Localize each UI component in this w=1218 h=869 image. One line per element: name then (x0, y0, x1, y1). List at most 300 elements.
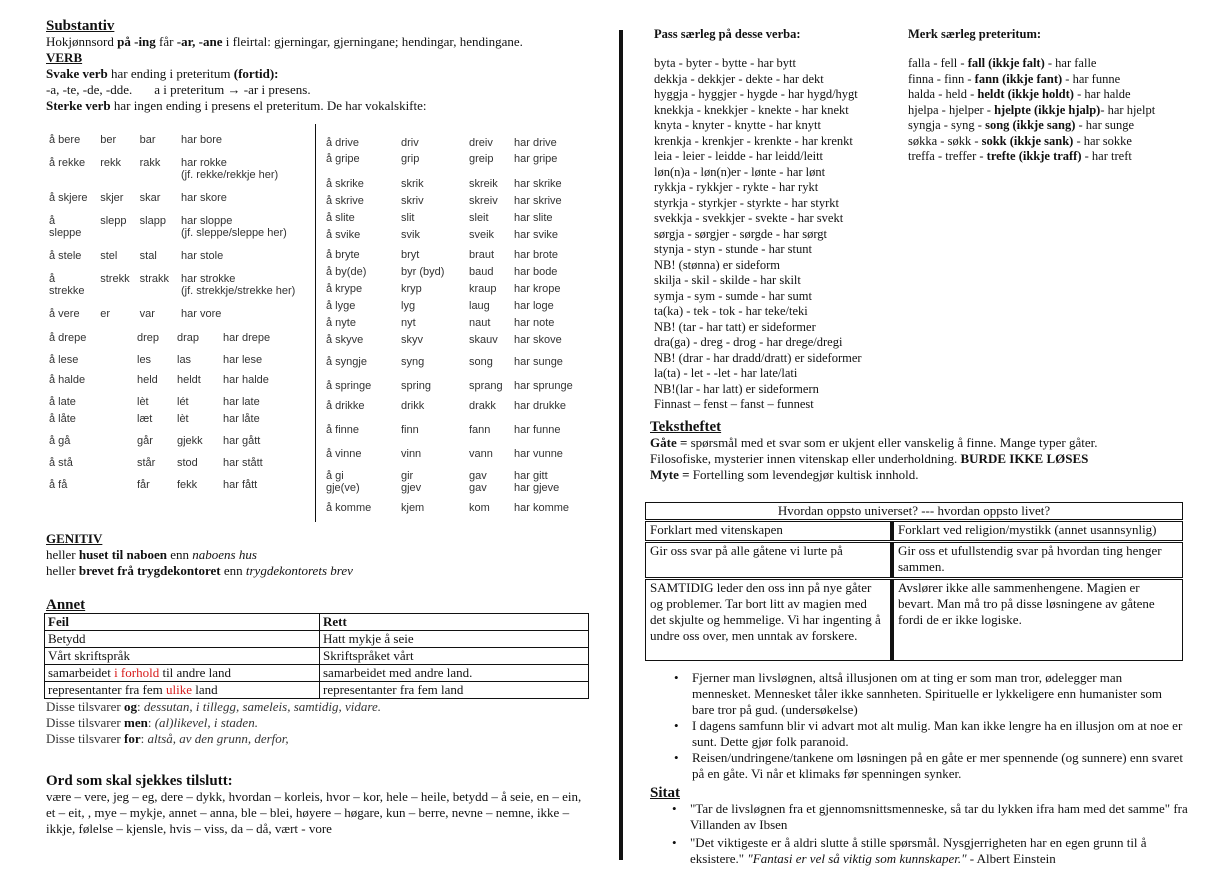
pass-item: hyggja - hyggjer - hygde - har hygd/hygt (654, 87, 858, 101)
verb-cell: å drepe (49, 332, 87, 344)
verb-cell: å bryte (326, 249, 360, 261)
verb-cell: å vere (49, 308, 80, 320)
verb-cell: har krope (514, 283, 561, 295)
text-bold: Gåte = (650, 435, 688, 450)
verb-cell: å skrike (326, 178, 364, 190)
verb-cell: har sunge (514, 356, 563, 368)
universe-cell-right: Forklart ved religion/mystikk (annet usannsynlig) (893, 521, 1183, 541)
verb-table-c (326, 137, 606, 522)
verb-cell: var (139, 308, 155, 320)
verb-cell: kraup (469, 283, 497, 295)
text-italic: naboens hus (192, 547, 257, 562)
verb-cell: drep (137, 332, 160, 344)
table-cell (45, 631, 320, 648)
verb-row (49, 215, 314, 250)
text: i fleirtal: gjerningar, gjerningane; hendingar, hendingane. (222, 34, 523, 49)
text-italic: (al)likevel, i staden. (154, 715, 258, 730)
text: til andre land (159, 665, 232, 680)
verb-cell: slit (401, 212, 415, 224)
verb-row (326, 249, 606, 266)
table-cell (45, 665, 320, 682)
verb-cell: strakk (139, 273, 169, 285)
merk-list (908, 56, 1208, 165)
text: : (147, 715, 155, 730)
verb-cell: å nyte (326, 317, 356, 329)
text: land (192, 682, 218, 697)
verb-row (49, 308, 314, 331)
verb-cell: å gå (49, 435, 71, 447)
myte-line (650, 467, 1210, 483)
verb-cell: lèt (137, 396, 149, 408)
verb-cell: har strokke (jf. strekkje/strekke her) (181, 273, 296, 297)
substantiv-line (46, 34, 606, 50)
verb-cell: bar (139, 134, 156, 146)
text: har ingen ending i presens el preteritum. De har vokalskifte: (110, 98, 427, 113)
verb-row (326, 137, 606, 153)
table-row (45, 648, 589, 665)
verb-cell: å stå (49, 457, 73, 469)
text: syngja - syng - (908, 118, 986, 132)
text-bold: sokk (ikkje sank) (981, 133, 1074, 148)
verb-row (326, 424, 606, 448)
verb-cell: skriv (401, 195, 424, 207)
verb-cell: har sloppe (jf. sleppe/sleppe her) (181, 215, 287, 239)
sitat-heading: Sitat (650, 785, 680, 801)
verb-row (49, 374, 314, 396)
verb-row (326, 317, 606, 334)
verb-cell: skjer (100, 192, 124, 204)
verb-row (326, 195, 606, 212)
verb-cell: har halde (223, 374, 269, 386)
verb-cell: å sleppe (49, 215, 82, 239)
verb-cell: rekk (100, 157, 122, 169)
text: - har sunge (1075, 118, 1135, 132)
verb-cell: å drikke (326, 400, 365, 412)
verb-cell: har loge (514, 300, 554, 312)
verb-row (49, 192, 314, 215)
pass-item: krenkja - krenkjer - krenkte - har krenkt (654, 133, 853, 148)
verb-cell: strekk (100, 273, 130, 285)
verb-cell: å rekke (49, 157, 86, 169)
verb-row (326, 300, 606, 317)
pass-heading: Pass særleg på desse verba: (654, 27, 801, 41)
verb-cell: stel (100, 250, 118, 262)
verb-cell: ber (100, 134, 117, 146)
verb-row (49, 354, 314, 374)
table-row (45, 665, 589, 682)
text: samarbeidet med andre land. (323, 665, 473, 680)
verb-cell: driv (401, 137, 419, 149)
text: enn (220, 563, 246, 578)
verb-row (49, 157, 314, 192)
text: heller (46, 563, 79, 578)
tilsvarer-list (46, 699, 606, 747)
verb-cell: naut (469, 317, 491, 329)
quote-list (672, 801, 1190, 867)
verb-cell: held (137, 374, 158, 386)
verb-cell: å slite (326, 212, 355, 224)
pass-item: knyta - knyter - knytte - har knytt (654, 118, 821, 132)
verb-cell: baud (469, 266, 494, 278)
verb-cell: greip (469, 153, 494, 165)
verb-cell: gav gav (469, 470, 487, 494)
verb-cell: å gripe (326, 153, 360, 165)
verb-cell: skreik (469, 178, 498, 190)
text: Betydd (48, 631, 86, 646)
text: treffa - treffer - (908, 149, 987, 163)
verb-cell: lèt (177, 413, 189, 425)
verb-cell: drap (177, 332, 200, 344)
verb-cell: sprang (469, 380, 503, 392)
verb-cell: har stått (223, 457, 263, 469)
text: falla - fell - (908, 56, 968, 70)
substantiv-heading: Substantiv (46, 18, 115, 34)
merk-item (908, 72, 1208, 88)
verb-cell: har lese (223, 354, 263, 366)
verb-cell: å bere (49, 134, 81, 146)
tilsvarer-line (46, 731, 606, 747)
text: finna - finn - (908, 71, 975, 86)
verb-cell: har fått (223, 479, 258, 491)
verb-cell: står (137, 457, 156, 469)
pass-item: symja - sym - sumde - har sumt (654, 288, 812, 303)
text: Hatt mykje å seie (323, 631, 414, 646)
text: samarbeidet (48, 665, 115, 680)
verb-cell: har drukke (514, 400, 566, 412)
verb-cell: har sprunge (514, 380, 573, 392)
table-cell (320, 648, 589, 665)
verb-row (326, 283, 606, 300)
verb-row (49, 332, 314, 354)
universe-row (645, 579, 1183, 661)
verb-cell: har slite (514, 212, 553, 224)
universe-title: Hvordan oppsto universet? --- hvordan oppsto livet? (645, 502, 1183, 520)
verb-cell: har bode (514, 266, 558, 278)
text: : (140, 731, 148, 746)
verb-cell: å lyge (326, 300, 356, 312)
verb-cell: har drepe (223, 332, 271, 344)
text-bold: fann (ikkje fant) (974, 71, 1063, 86)
text-italic: "Fantasi er vel så viktig som kunnskaper." (747, 851, 967, 866)
verb-cell: sleit (469, 212, 489, 224)
verb-cell: å drive (326, 137, 360, 149)
verb-cell: vann (469, 448, 493, 460)
text-bold: brevet frå trygdekontoret (78, 563, 221, 578)
verb-cell: byr (byd) (401, 266, 445, 278)
verb-row (326, 229, 606, 249)
text: søkka - søkk - (908, 133, 982, 148)
pass-section (654, 26, 904, 413)
verb-cell: spring (401, 380, 431, 392)
verb-cell: finn (401, 424, 419, 436)
text-bold: huset til naboen (78, 547, 167, 562)
verb-divider (315, 124, 316, 522)
text-bold: Svake verb (46, 66, 108, 81)
verb-cell: les (137, 354, 152, 366)
verb-row (49, 457, 314, 479)
verb-cell: har brote (514, 249, 559, 261)
genitiv-example-1 (46, 547, 606, 563)
verb-cell: å krype (326, 283, 363, 295)
text-red: ulike (166, 682, 193, 697)
verb-table-a (49, 134, 314, 331)
text: - har sokke (1073, 133, 1132, 148)
svake-endings (46, 82, 606, 98)
bullet-section (674, 670, 1184, 782)
col-header-feil: Feil (45, 614, 320, 631)
verb-cell: stal (139, 250, 157, 262)
text-bold: (fortid): (233, 66, 279, 81)
verb-cell: fekk (177, 479, 198, 491)
verb-cell: å gi gje(ve) (326, 470, 360, 494)
merk-item (908, 103, 1208, 119)
page-divider (619, 30, 623, 860)
verb-cell: har bore (181, 134, 222, 146)
verb-cell: å komme (326, 502, 372, 514)
text-bold: fall (ikkje falt) (967, 56, 1045, 70)
pass-item: NB! (stønna) er sideform (654, 257, 781, 272)
text: representanter fra fem (48, 682, 167, 697)
text: Vårt skriftspråk (48, 648, 130, 663)
bullet-item: • I dagens samfunn blir vi advart mot alt mulig. Man kan ikke lengre ha en illusjon om at noe er sunt. Dette gjør folk paranoid. (674, 718, 1184, 750)
tilsvarer-line (46, 715, 606, 731)
text: - har halde (1073, 87, 1131, 101)
verb-cell: lyg (401, 300, 416, 312)
verb-cell: å halde (49, 374, 86, 386)
tilsvarer-line (46, 699, 606, 715)
text: Disse tilsvarer (46, 731, 124, 746)
verb-cell: syng (401, 356, 425, 368)
verb-cell: å skjere (49, 192, 88, 204)
annet-table (44, 613, 589, 699)
verb-cell: å by(de) (326, 266, 367, 278)
text: - har funne (1062, 71, 1121, 86)
verb-cell: bryt (401, 249, 420, 261)
ord-heading: Ord som skal sjekkes tilslutt: (46, 773, 233, 789)
merk-item (908, 118, 1208, 134)
verb-cell: stod (177, 457, 198, 469)
verb-cell: har skore (181, 192, 227, 204)
col-header-rett: Rett (320, 614, 589, 631)
pass-item: NB! (tar - har tatt) er sideformer (654, 319, 816, 334)
text: representanter fra fem land (323, 682, 464, 697)
verb-cell: har gitt har gjeve (514, 470, 560, 494)
verb-cell: har note (514, 317, 555, 329)
universe-cell-right: Avslører ikke alle sammenhengene. Magien er bevart. Man må tro på disse løsningene av gåtene fordi de er ikke logiske. (893, 579, 1183, 661)
pass-item: rykkja - rykkjer - rykte - har rykt (654, 180, 819, 194)
table-cell (320, 682, 589, 699)
text: Filosofiske, mysterier innen vitenskap eller underholdning. (650, 451, 961, 466)
universe-cell-right: Gir oss et ufullstendig svar på hvordan ting henger sammen. (893, 542, 1183, 578)
pass-item: dekkja - dekkjer - dekte - har dekt (654, 71, 824, 86)
pass-item: stynja - styn - stunde - har stunt (654, 242, 812, 256)
bullet-item: • Reisen/undringene/tankene om løsningen på en gåte er mer spennende (og sunnere) enn svaret på en gåte. Vi når et klimaks før spenningen synker. (674, 750, 1184, 782)
text-italic: altså, av den grunn, derfor, (147, 731, 289, 746)
verb-cell: har vunne (514, 448, 563, 460)
tekst-section (650, 419, 1210, 483)
verb-cell: å syngje (326, 356, 367, 368)
text-bold: hjelpte (ikkje hjalp) (994, 102, 1101, 117)
universe-row (645, 521, 1183, 541)
text: - har hjelpt (1100, 102, 1156, 117)
pass-item: la(ta) - let - -let - har late/lati (654, 366, 798, 380)
quote-2 (672, 835, 1190, 867)
text-bold: men (123, 715, 148, 730)
verb-cell: har skrive (514, 195, 562, 207)
text: -a, -te, -de, -dde. (46, 82, 133, 97)
verb-cell: har vore (181, 308, 222, 320)
filo-line (650, 451, 1210, 467)
verb-cell: å finne (326, 424, 360, 436)
verb-row (326, 470, 606, 502)
verb-row (49, 250, 314, 273)
verb-cell: skreiv (469, 195, 498, 207)
verb-cell: lét (177, 396, 189, 408)
verb-cell: skrik (401, 178, 424, 190)
text: enn (166, 547, 193, 562)
verb-cell: har gått (223, 435, 261, 447)
text: har ending i preteritum (107, 66, 234, 81)
genitiv-section (46, 531, 606, 579)
verb-cell: å vinne (326, 448, 362, 460)
verb-cell: fann (469, 424, 491, 436)
verb-table-b (49, 332, 314, 501)
annet-heading: Annet (46, 597, 86, 613)
text: - Albert Einstein (966, 851, 1056, 866)
verb-row (326, 400, 606, 424)
verb-cell: heldt (177, 374, 201, 386)
verb-cell: kom (469, 502, 490, 514)
text: halda - held - (908, 87, 978, 101)
verb-row (326, 212, 606, 229)
verb-row (326, 266, 606, 283)
verb-cell: drikk (401, 400, 425, 412)
universe-rows (645, 521, 1183, 661)
table-row (45, 682, 589, 699)
genitiv-heading: GENITIV (46, 531, 103, 546)
verb-cell: skauv (469, 334, 498, 346)
merk-item (908, 134, 1208, 150)
verb-cell: sveik (469, 229, 495, 241)
universe-table (645, 502, 1183, 661)
tekst-heading: Tekstheftet (650, 419, 722, 435)
merk-heading: Merk særleg preteritum: (908, 27, 1042, 41)
ord-text: være – vere, jeg – eg, dere – dykk, hvordan – korleis, hvor – kor, hele – heile, betydd – å seie, en – ein, et – eit, , mye – mykje, annet – anna, ble – blei, høyere – høgare, kun – berre, nevne – nemne, ikke – ikkje, følelse – kjensle, hvis – viss, da – då, vært - vore (46, 789, 582, 836)
pass-item: sørgja - sørgjer - sørgde - har sørgt (654, 226, 828, 241)
ord-section (46, 773, 591, 837)
verb-cell: å strekke (49, 273, 85, 297)
verb-cell: å stele (49, 250, 82, 262)
verb-cell: kryp (401, 283, 422, 295)
pass-item: skilja - skil - skilde - har skilt (654, 273, 801, 287)
svake-line (46, 66, 606, 82)
text: Fortelling som levendegjør kultisk innhold. (689, 467, 919, 482)
genitiv-example-2 (46, 563, 606, 579)
annet-header-row (45, 614, 589, 631)
pass-item: NB! (drar - har dradd/dratt) er sideformer (654, 350, 862, 365)
verb-cell: skar (139, 192, 161, 204)
verb-cell: slepp (100, 215, 127, 227)
verb-cell: las (177, 354, 192, 366)
universe-cell-left: Gir oss svar på alle gåtene vi lurte på (645, 542, 893, 578)
table-row (45, 631, 589, 648)
verb-cell: å skrive (326, 195, 364, 207)
verb-cell: song (469, 356, 493, 368)
pass-item: dra(ga) - dreg - drog - har drege/dregi (654, 335, 843, 349)
text: Disse tilsvarer (46, 699, 124, 714)
text: heller (46, 547, 79, 562)
pass-item: løn(n)a - løn(n)er - lønte - har lønt (654, 164, 826, 179)
verb-cell: slapp (139, 215, 166, 227)
verb-cell: drakk (469, 400, 496, 412)
text-bold: på -ing (117, 34, 156, 49)
verb-cell: kjem (401, 502, 425, 514)
verb-cell: har komme (514, 502, 570, 514)
verb-cell: braut (469, 249, 495, 261)
verb-row (49, 134, 314, 157)
text: a i preteritum → -ar i presens. (154, 82, 311, 97)
verb-cell: vinn (401, 448, 422, 460)
pass-item: NB!(lar - har latt) er sideformern (654, 381, 819, 396)
table-cell (45, 648, 320, 665)
verb-row (326, 153, 606, 178)
verb-cell: grip (401, 153, 420, 165)
text-bold: BURDE IKKE LØSES (960, 451, 1089, 466)
text-bold: song (ikkje sang) (985, 118, 1076, 132)
verb-row (49, 273, 314, 308)
text: : (136, 699, 144, 714)
verb-cell: har drive (514, 137, 557, 149)
verb-cell: å låte (49, 413, 76, 425)
text-bold: -ar, -ane (176, 34, 223, 49)
verb-cell: får (137, 479, 150, 491)
merk-item (908, 149, 1208, 165)
pass-item: styrkja - styrkjer - styrkte - har styrkt (654, 195, 840, 210)
text-bold: Sterke verb (46, 98, 111, 113)
universe-cell-left: Forklart med vitenskapen (645, 521, 893, 541)
text: "Det viktigeste er å aldri slutte å stille spørsmål. Nysgjerrigheten har en egen grunn til å eksistere." (690, 835, 1147, 866)
text: Hokjønnsord (46, 34, 118, 49)
annet-section (46, 597, 606, 747)
verb-cell: har svike (514, 229, 559, 241)
verb-cell: har late (223, 396, 260, 408)
verb-cell: har funne (514, 424, 561, 436)
pass-item: ta(ka) - tek - tok - har teke/teki (654, 304, 808, 318)
pass-list (654, 56, 904, 413)
text-bold: Myte = (650, 467, 690, 482)
verb-cell: læt (137, 413, 153, 425)
text: spørsmål med et svar som er ukjent eller vanskelig å finne. Mange typer gåter. (687, 435, 1098, 450)
verb-cell: nyt (401, 317, 416, 329)
sitat-section (650, 785, 1190, 867)
text-italic: dessutan, i tillegg, sameleis, samtidig, vidare. (143, 699, 381, 714)
text-bold: heldt (ikkje holdt) (977, 87, 1074, 101)
text-italic: trygdekontorets brev (245, 563, 353, 578)
sterke-line (46, 98, 606, 114)
verb-row (49, 413, 314, 435)
text: får (155, 34, 177, 49)
universe-cell-left: SAMTIDIG leder den oss inn på nye gåter og problemer. Tar bort litt av magien med det skjulte og hemmelige. Vi har ingenting å undre oss over, men unntak av forskere. (645, 579, 893, 661)
merk-section (908, 26, 1208, 165)
verb-cell: gjekk (177, 435, 203, 447)
verb-cell: gir gjev (401, 470, 422, 494)
verb-row (326, 356, 606, 380)
verb-row (326, 502, 606, 522)
verb-cell: har gripe (514, 153, 558, 165)
verb-cell: rakk (139, 157, 161, 169)
verb-cell: har rokke (jf. rekke/rekkje her) (181, 157, 279, 181)
verb-cell: å svike (326, 229, 361, 241)
